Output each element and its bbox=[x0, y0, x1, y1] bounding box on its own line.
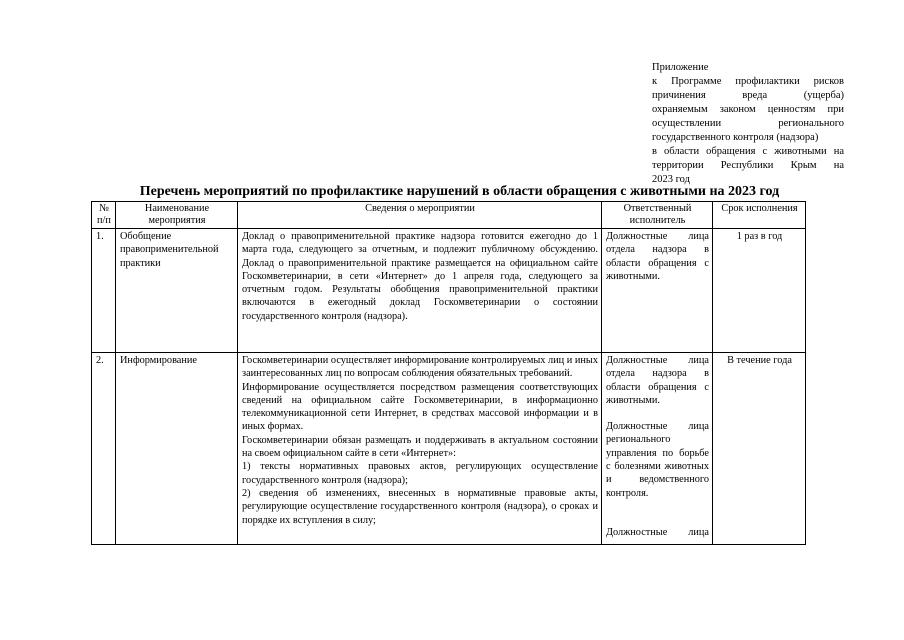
row-responsible bbox=[602, 229, 713, 353]
responsible-paragraph: Должностные лица bbox=[606, 526, 709, 538]
row-num: 2. bbox=[92, 353, 116, 545]
appendix-line: Приложение bbox=[652, 62, 709, 73]
responsible-paragraph: Должностные лица отдела надзора в области обращения с животными. bbox=[606, 355, 709, 406]
appendix-line: осуществлении регионального bbox=[652, 118, 844, 129]
appendix-line: 2023 год bbox=[652, 174, 690, 185]
header-name: Наименование мероприятия bbox=[116, 202, 238, 229]
table-row bbox=[92, 229, 806, 353]
appendix-line: в области обращения с животными на bbox=[652, 146, 844, 157]
appendix-line: к Программе профилактики рисков bbox=[652, 76, 844, 87]
header-num: № п/п bbox=[92, 202, 116, 229]
appendix-line: территории Республики Крым на bbox=[652, 160, 844, 171]
info-paragraph: Госкомветеринарии осуществляет информирование контролируемых лиц и иных заинтересованных лиц по вопросам соблюдения обязательных требований. bbox=[242, 355, 598, 380]
appendix-line: охраняемым законом ценностям при bbox=[652, 104, 844, 115]
responsible-paragraph: Должностные лица отдела надзора в области обращения с животными. bbox=[606, 231, 709, 282]
table-row bbox=[92, 353, 806, 545]
measures-table bbox=[91, 201, 806, 545]
header-info: Сведения о мероприятии bbox=[238, 202, 602, 229]
appendix-block bbox=[652, 61, 844, 187]
row-name: Обобщение правоприменительной практики bbox=[116, 229, 238, 353]
row-info bbox=[238, 229, 602, 353]
table-header-row bbox=[92, 202, 806, 229]
info-paragraph: 1) тексты нормативных правовых актов, регулирующих осуществление государственного контроля (надзора); bbox=[242, 461, 598, 486]
info-paragraph: Доклад о правоприменительной практике надзора готовится ежегодно до 1 марта года, следующего за отчетным, и подлежит публичному обсуждению. Доклад о правоприменительной практике размещается на официальном сайте Госкомветеринарии, в сети «Интернет» до 1 апреля года, следующего за отчетным годом. Результаты обобщения правоприменительной практики включаются в ежегодный доклад Госкомветеринарии о состоянии государственного контроля (надзора). bbox=[242, 231, 598, 322]
row-responsible bbox=[602, 353, 713, 545]
row-term: В течение года bbox=[713, 353, 806, 545]
appendix-line: государственного контроля (надзора) bbox=[652, 132, 819, 143]
responsible-paragraph: Должностные лица регионального управления по борьбе с болезнями животных и ведомственного контроля. bbox=[606, 421, 709, 499]
info-paragraph: Госкомветеринарии обязан размещать и поддерживать в актуальном состоянии на своем официальном сайте в сети «Интернет»: bbox=[242, 434, 598, 460]
info-paragraph: 2) сведения об изменениях, внесенных в нормативные правовые акты, регулирующие осуществление государственного контроля (надзора), о сроках и порядке их вступления в силу; bbox=[242, 487, 598, 526]
row-info bbox=[238, 353, 602, 545]
appendix-line: причинения вреда (ущерба) bbox=[652, 90, 844, 101]
row-name: Информирование bbox=[116, 353, 238, 545]
header-term: Срок исполнения bbox=[713, 202, 806, 229]
row-term: 1 раз в год bbox=[713, 229, 806, 353]
document-title: Перечень мероприятий по профилактике нарушений в области обращения с животными на 2023 год bbox=[139, 184, 780, 199]
info-paragraph: Информирование осуществляется посредством размещения соответствующих сведений на официальном сайте Госкомветеринарии, в информационно телекоммуникационной сети Интернет, в средствах массовой информации и в иных формах. bbox=[242, 381, 598, 433]
header-responsible: Ответственный исполнитель bbox=[602, 202, 713, 229]
row-num: 1. bbox=[92, 229, 116, 353]
